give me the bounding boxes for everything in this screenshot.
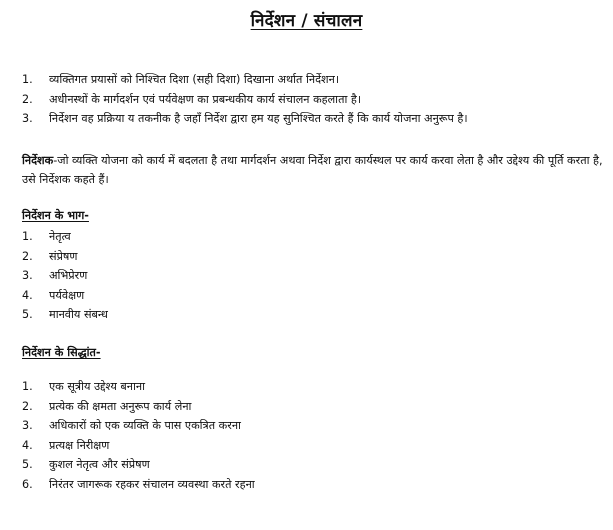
list-item-text: एक सूत्रीय उद्देश्य बनाना: [49, 380, 145, 393]
list-item-text: अधीनस्थों के मार्गदर्शन एवं पर्यवेक्षण का प्रबन्धकीय कार्य संचालन कहलाता है।: [49, 92, 362, 106]
list-item: [22, 266, 605, 286]
parts-heading: [22, 207, 605, 224]
list-item-number: 1.: [22, 380, 33, 393]
list-item-number: 4.: [22, 288, 33, 302]
definition-text: -जो व्यक्ति योजना को कार्य में बदलता है तथा मार्गदर्शन अथवा निर्देश द्वारा कार्यस्थल पर कार्य करवा लेता है और उद्देश्य की पूर्ति करता है, उसे निर्देशक कहते हैं।: [22, 154, 603, 186]
principles-heading: [22, 344, 605, 361]
list-item-text: प्रत्येक की क्षमता अनुरूप कार्य लेना: [49, 399, 192, 413]
list-item-text: निर्देशन वह प्रक्रिया य तकनीक है जहाँ निर्देश द्वारा हम यह सुनिश्चित करते हैं कि कार्य योजना अनुरूप है।: [49, 112, 468, 125]
list-item-number: 3.: [22, 419, 33, 432]
parts-list-section: [22, 227, 605, 325]
list-item-number: 2.: [22, 92, 33, 106]
list-item-text: पर्यवेक्षण: [49, 288, 85, 302]
list-item-text: कुशल नेतृत्व और संप्रेषण: [49, 458, 150, 471]
list-item-text: अधिकारों को एक व्यक्ति के पास एकत्रित करना: [49, 419, 241, 432]
parts-list: [22, 227, 605, 325]
list-item-text: निरंतर जागरूक रहकर संचालन व्यवस्था करते रहना: [49, 477, 255, 491]
list-item: [22, 90, 605, 110]
list-item: [22, 70, 605, 90]
list-item: [22, 475, 605, 495]
list-item: [22, 227, 605, 247]
list-item-text: मानवीय संबन्ध: [49, 308, 108, 321]
intro-list: [22, 70, 605, 129]
parts-heading-text: निर्देशन के भाग-: [22, 209, 89, 222]
list-item: [22, 247, 605, 267]
list-item: [22, 397, 605, 417]
list-item-text: व्यक्तिगत प्रयासों को निश्चित दिशा (सही दिशा) दिखाना अर्थात निर्देशन।: [49, 73, 340, 86]
list-item: [22, 286, 605, 306]
principles-list: [22, 377, 605, 494]
list-item-text: अभिप्रेरण: [49, 269, 88, 282]
list-item-number: 5.: [22, 308, 33, 321]
definition-paragraph: [22, 151, 605, 189]
list-item-number: 4.: [22, 438, 33, 452]
list-item-number: 2.: [22, 249, 33, 263]
list-item: [22, 436, 605, 456]
list-item-number: 1.: [22, 230, 33, 243]
list-item: [22, 416, 605, 436]
list-item: [22, 109, 605, 129]
principles-list-section: [22, 377, 605, 494]
list-item-text: संप्रेषण: [49, 249, 78, 263]
list-item: [22, 377, 605, 397]
intro-list-section: [22, 70, 605, 129]
list-item-number: 5.: [22, 458, 33, 471]
list-item-number: 3.: [22, 112, 33, 125]
principles-heading-text: निर्देशन के सिद्धांत-: [22, 346, 101, 359]
definition-term: निर्देशक: [22, 154, 54, 167]
list-item-text: प्रत्यक्ष निरीक्षण: [49, 438, 110, 452]
list-item: [22, 305, 605, 325]
list-item-text: नेतृत्व: [49, 230, 71, 243]
page-title: निर्देशन / संचालन: [250, 11, 363, 31]
list-item-number: 6.: [22, 477, 33, 491]
list-item-number: 2.: [22, 399, 33, 413]
list-item: [22, 455, 605, 475]
list-item-number: 3.: [22, 269, 33, 282]
list-item-number: 1.: [22, 73, 33, 86]
